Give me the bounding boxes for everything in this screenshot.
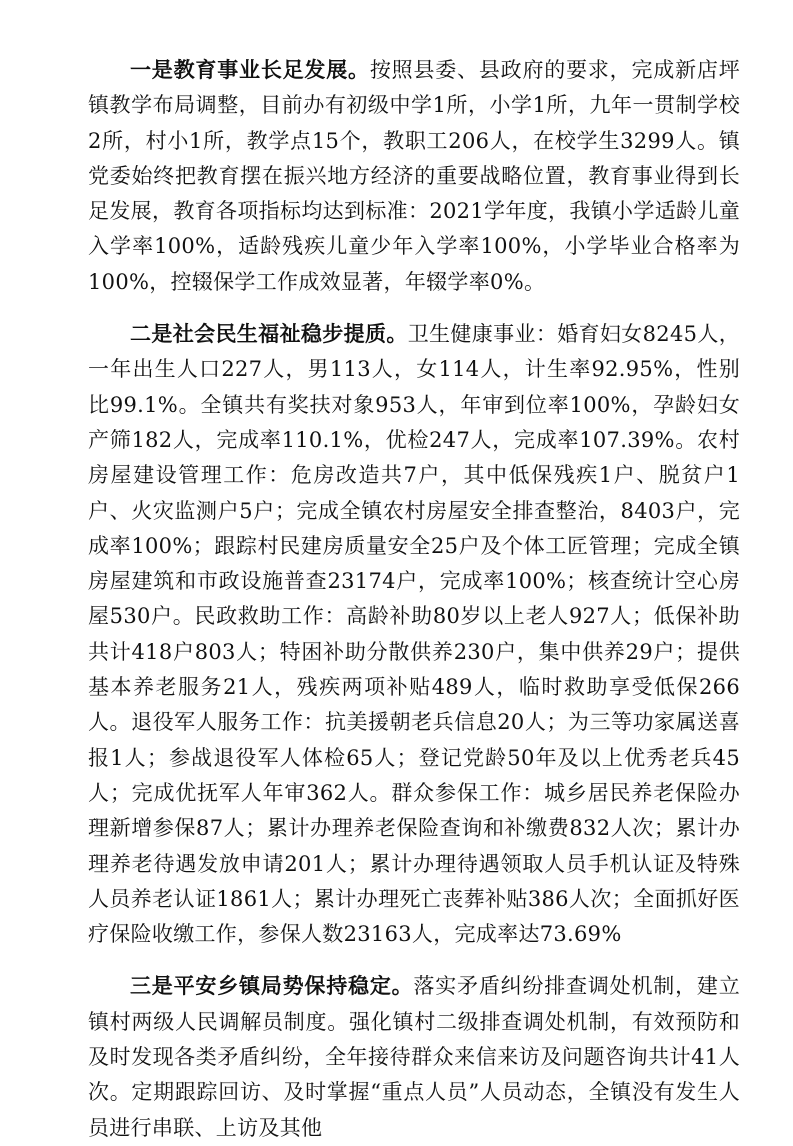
paragraph-safety bbox=[88, 968, 740, 1145]
paragraph-body: 落实矛盾纠纷排查调处机制，建立镇村两级人民调解员制度。强化镇村二级排查调处机制，有效预防和及时发现各类矛盾纠纷，全年接待群众来信来访及问题咨询共计41人次。定期跟踪回访、及时掌握“重点人员”人员动态，全镇没有发生人员进行串联、上访及其他 bbox=[88, 974, 741, 1140]
paragraph-livelihood bbox=[88, 316, 740, 952]
document-page bbox=[88, 52, 740, 1146]
paragraph-lead: 三是平安乡镇局势保持稳定。 bbox=[130, 973, 414, 999]
paragraph-lead: 一是教育事业长足发展。 bbox=[130, 57, 370, 82]
paragraph-body: 卫生健康事业：婚育妇女8245人，一年出生人口227人，男113人，女114人，计生率92.95%，性别比99.1%。全镇共有奖扶对象953人，年审到位率100%，孕龄妇女产筛182人，完成率110.1%，优检247人，完成率107.39%。农村房屋建设管理工作：危房改造共7户，其中低保残疾1户、脱贫户1户、火灾监测户5户；完成全镇农村房屋安全排查整治，8403户，完成率100%；跟踪村民建房质量安全25户及个体工匠管理；完成全镇房屋建筑和市政设施普查23174户，完成率100%；核查统计空心房屋530户。民政救助工作：高龄补助80岁以上老人927人；低保补助共计418户803人；特困补助分散供养230户，集中供养29户；提供基本养老服务21人，残疾两项补贴489人，临时救助享受低保266人。退役军人服务工作：抗美援朝老兵信息20人；为三等功家属送喜报1人；参战退役军人体检65人；登记党龄50年及以上优秀老兵45人；完成优抚军人年审362人。群众参保工作：城乡居民养老保险办理新增参保87人；累计办理养老保险查询和补缴费832人次；累计办理养老待遇发放申请201人；累计办理待遇领取人员手机认证及特殊人员养老认证1861人；累计办理死亡丧葬补贴386人次；全面抓好医疗保险收缴工作，参保人数23163人，完成率达73.69% bbox=[88, 322, 741, 947]
paragraph-education bbox=[88, 52, 740, 300]
paragraph-body: 按照县委、县政府的要求，完成新店坪镇教学布局调整，目前办有初级中学1所，小学1所，九年一贯制学校2所，村小1所，教学点15个，教职工206人，在校学生3299人。镇党委始终把教育摆在振兴地方经济的重要战略位置，教育事业得到长足发展，教育各项指标均达到标准：2021学年度，我镇小学适龄儿童入学率100%，适龄残疾儿童少年入学率100%，小学毕业合格率为100%，控辍保学工作成效显著，年辍学率0%。 bbox=[88, 58, 740, 294]
paragraph-lead: 二是社会民生福祉稳步提质。 bbox=[130, 321, 408, 347]
